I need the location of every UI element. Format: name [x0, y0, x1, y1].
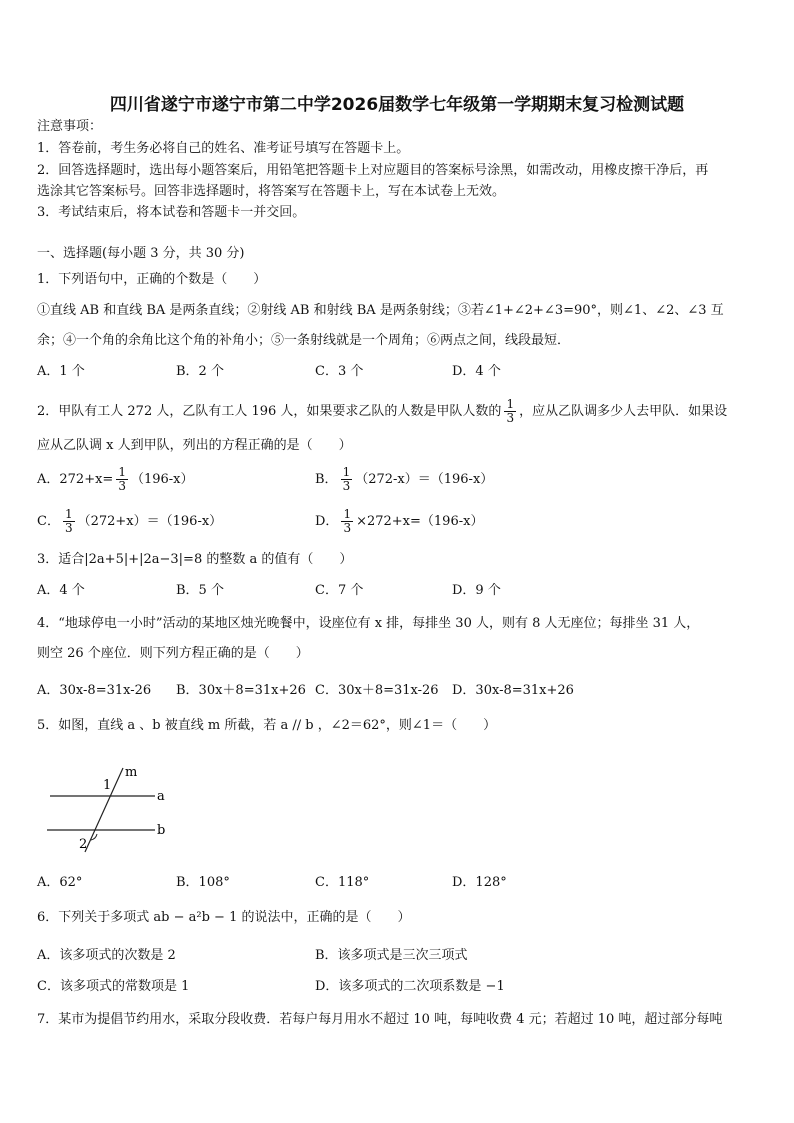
parallel-lines-figure: [45, 758, 175, 856]
q3-stem: 3．适合|2a+5|+|2a−3|=8 的整数 a 的值有（ ）: [37, 552, 353, 567]
q2-option-d-fraction: [341, 508, 353, 535]
q2-option-b-post: （272-x）＝（196-x）: [355, 472, 494, 487]
q2-option-c-pre: C．: [37, 514, 60, 529]
q1-line-3: 余；④一个角的余角比这个角的补角小；⑤一条射线就是一个周角；⑥两点之间，线段最短．: [37, 333, 571, 348]
q6-option-a: A．该多项式的次数是 2: [37, 948, 176, 963]
q2-option-d: [315, 508, 483, 535]
q7-stem: 7．某市为提倡节约用水，采取分段收费．若每户每月用水不超过 10 吨，每吨收费 4 元；若超过 10 吨，超过部分每吨: [37, 1012, 723, 1027]
q5-option-a: A．62°: [37, 875, 83, 890]
page-title: 四川省遂宁市遂宁市第二中学2026届数学七年级第一学期期末复习检测试题: [109, 95, 685, 115]
notice-item-2-cont: 选涂其它答案标号。回答非选择题时，将答案写在答题卡上，写在本试卷上无效。: [37, 184, 506, 199]
q1-option-d: D．4 个: [452, 364, 501, 379]
label-m: m: [125, 765, 138, 780]
q2-option-c-frac-den: 3: [64, 521, 73, 535]
q2-option-a-pre: A．272+x=: [37, 472, 114, 487]
q1-option-b: B．2 个: [176, 364, 224, 379]
q2-option-d-frac-den: 3: [343, 521, 352, 535]
q2-stem-part-b: ，应从乙队调多少人去甲队．如果设: [519, 404, 728, 419]
q4-stem: 4．“地球停电一小时”活动的某地区烛光晚餐中，设座位有 x 排，每排坐 30 人，则有 8 人无座位；每排坐 31 人，: [37, 616, 700, 631]
q3-option-b: B．5 个: [176, 583, 224, 598]
q2-option-b-pre: B．: [315, 472, 338, 487]
q2-fraction-denominator: 3: [506, 411, 515, 425]
section-heading: 一、选择题(每小题 3 分，共 30 分): [37, 246, 245, 261]
label-angle-1: 1: [103, 778, 112, 793]
q2-fraction: [504, 398, 516, 425]
q2-fraction-numerator: 1: [506, 397, 515, 411]
q4-line-2: 则空 26 个座位．则下列方程正确的是（ ）: [37, 646, 309, 661]
q3-option-a: A．4 个: [37, 583, 85, 598]
q6-stem: 6．下列关于多项式 ab − a²b − 1 的说法中，正确的是（ ）: [37, 910, 411, 925]
q6-option-b: B．该多项式是三次三项式: [315, 948, 468, 963]
q2-option-b-frac-num: 1: [342, 465, 351, 479]
notice-item-3: 3．考试结束后，将本试卷和答题卡一并交回。: [37, 205, 306, 220]
q1-stem: 1．下列语句中，正确的个数是（ ）: [37, 272, 267, 287]
q1-line-2: ①直线 AB 和直线 BA 是两条直线；②射线 AB 和射线 BA 是两条射线；③若∠1+∠2+∠3=90°，则∠1、∠2、∠3 互: [37, 303, 724, 318]
q2-option-d-frac-num: 1: [343, 507, 352, 521]
q3-option-d: D．9 个: [452, 583, 501, 598]
q2-option-a-post: （196-x）: [130, 472, 194, 487]
q2-stem-part-a: 2．甲队有工人 272 人，乙队有工人 196 人，如果要求乙队的人数是甲队人数的: [37, 404, 502, 419]
label-angle-2: 2: [79, 837, 88, 852]
q3-option-c: C．7 个: [315, 583, 364, 598]
q2-option-d-post: ×272+x=（196-x）: [356, 514, 484, 529]
q6-option-c: C．该多项式的常数项是 1: [37, 979, 190, 994]
q2-option-c-frac-num: 1: [64, 507, 73, 521]
q2-option-b-frac-den: 3: [342, 479, 351, 493]
q2-option-b-fraction: [341, 466, 353, 493]
q5-stem: 5．如图，直线 a 、b 被直线 m 所截，若 a // b ，∠2＝62°，则∠1＝（ ）: [37, 718, 497, 733]
label-b: b: [157, 823, 166, 838]
q2-option-d-pre: D．: [315, 514, 339, 529]
q5-option-b: B．108°: [176, 875, 230, 890]
q2-option-c-post: （272+x）＝（196-x）: [77, 514, 223, 529]
q2-option-c-fraction: [63, 508, 75, 535]
q5-option-d: D．128°: [452, 875, 507, 890]
notice-heading: 注意事项：: [37, 119, 103, 134]
q1-option-a: A．1 个: [37, 364, 85, 379]
q2-option-a-frac-den: 3: [118, 479, 126, 493]
q2-option-a-fraction: [116, 466, 128, 493]
q2-line-2: 应从乙队调 x 人到甲队，列出的方程正确的是（ ）: [37, 438, 352, 453]
q4-option-b: B．30x＋8=31x+26: [176, 683, 306, 698]
q2-option-b: [315, 466, 493, 493]
label-a: a: [157, 789, 165, 804]
q2-option-a: [37, 466, 194, 493]
q1-option-c: C．3 个: [315, 364, 364, 379]
notice-item-1: 1．答卷前，考生务必将自己的姓名、准考证号填写在答题卡上。: [37, 141, 410, 156]
q6-option-d: D．该多项式的二次项系数是 −1: [315, 979, 505, 994]
q4-option-c: C．30x＋8=31x-26: [315, 683, 439, 698]
q2-option-a-frac-num: 1: [118, 465, 126, 479]
q2-stem: [37, 398, 727, 425]
q4-option-a: A．30x-8=31x-26: [37, 683, 152, 698]
q4-option-d: D．30x-8=31x+26: [452, 683, 574, 698]
q5-option-c: C．118°: [315, 875, 370, 890]
notice-item-2: 2．回答选择题时，选出每小题答案后，用铅笔把答题卡上对应题目的答案标号涂黑，如需改动，用橡皮擦干净后，再: [37, 163, 709, 178]
q2-option-c: [37, 508, 222, 535]
